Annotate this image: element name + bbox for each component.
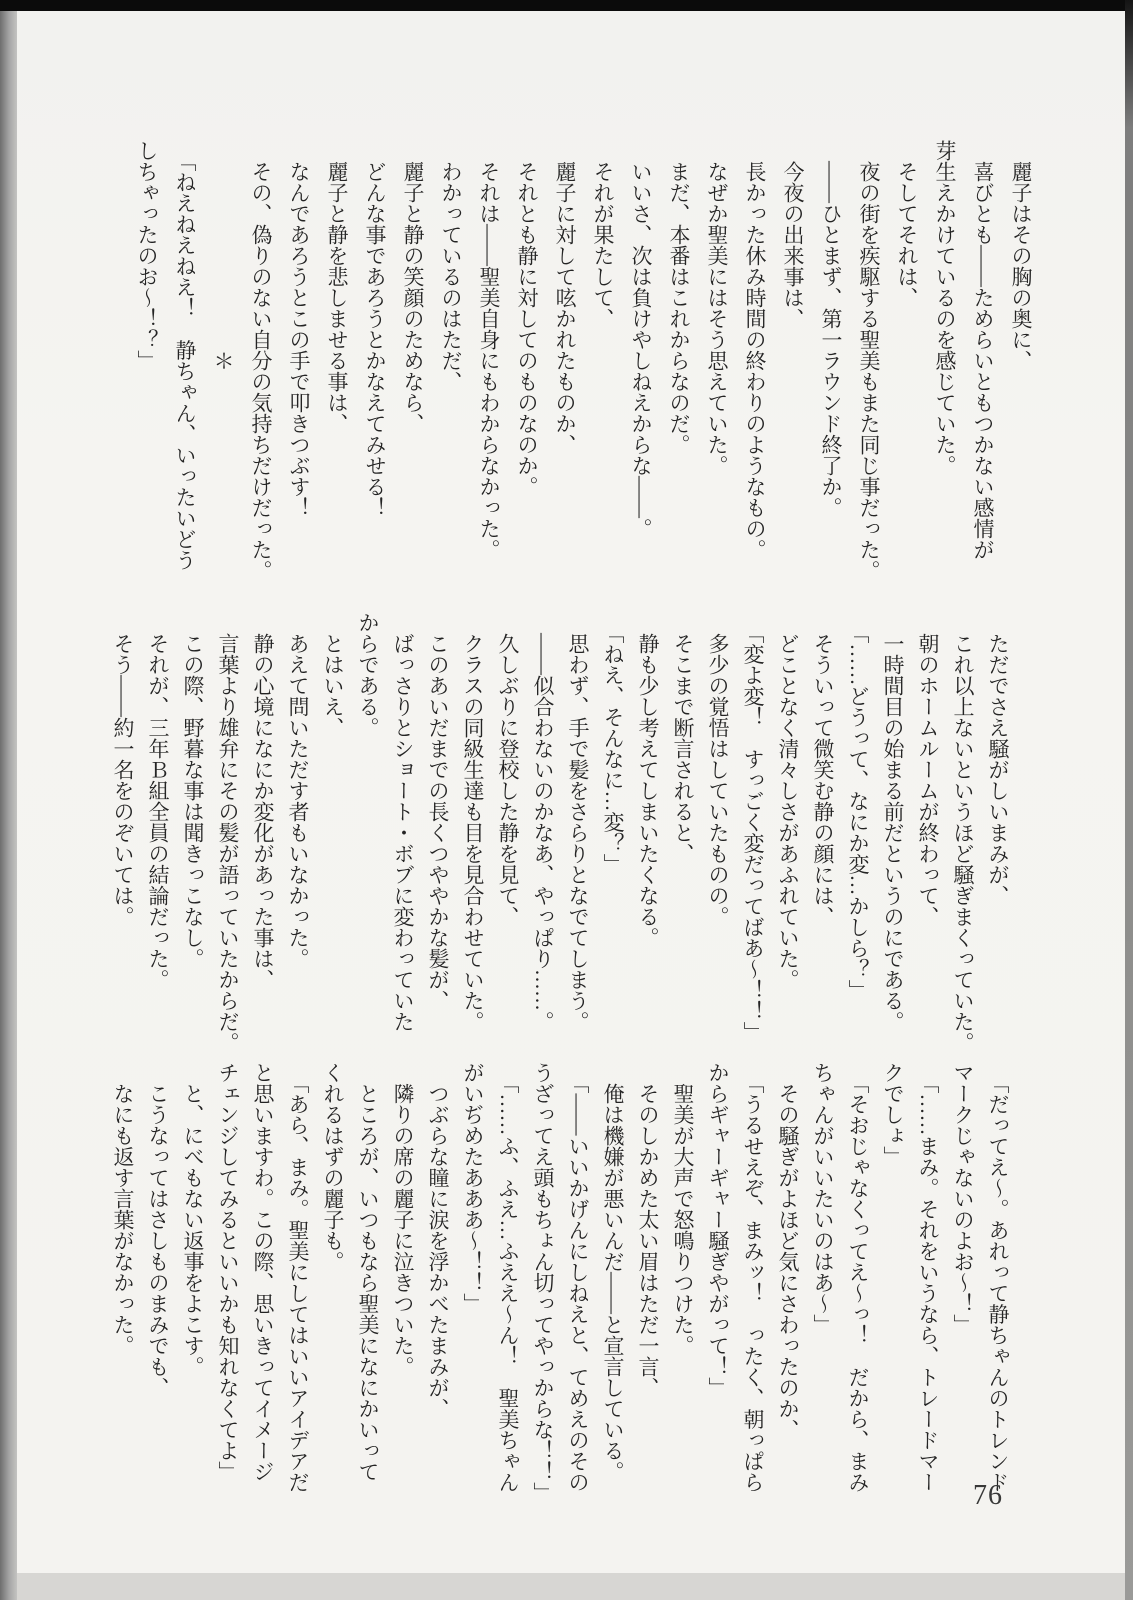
text-column: つぶらな瞳に涙を浮かべたまみが、: [426, 1062, 450, 1419]
text-column: こうなってはさしものまみでも、: [146, 1062, 170, 1398]
text-column: 多少の覚悟はしていたものの。: [706, 612, 730, 927]
text-column: なにも返す言葉がなかった。: [111, 1062, 135, 1356]
text-column: クでしょ」: [881, 1062, 905, 1167]
text-column: それが果たして、: [591, 140, 615, 329]
text-column: 「変よ変！ すっごく変だってばあ〜！！」: [741, 612, 765, 1043]
text-column: マークじゃないのよお〜！」: [951, 1062, 975, 1335]
page-right-edge-shadow: [1125, 0, 1133, 1600]
text-column: 「ねえねえねえ！ 静ちゃん、いったいどう: [173, 140, 197, 571]
text-band-3: [105, 1062, 1015, 1506]
text-column: 一時間目の始まる前だというのにである。: [881, 612, 905, 1032]
text-column: がいぢめたあああ〜！！」: [461, 1062, 485, 1314]
text-column: ところが、いつもなら聖美になにかいって: [356, 1062, 380, 1482]
text-column: 俺は機嫌が悪いんだ――と宣言している。: [601, 1062, 625, 1482]
text-column: そしてそれは、: [895, 140, 919, 308]
text-column: 喜びとも――ためらいともつかない感情が: [971, 140, 995, 560]
text-column: 言葉より雄弁にその髪が語っていたからだ。: [216, 612, 240, 1053]
text-column: それが、三年Ｂ組全員の結論だった。: [146, 612, 170, 990]
text-column: これ以上ないというほど騒ぎまくっていた。: [951, 612, 975, 1053]
text-column: クラスの同級生達も目を見合わせていた。: [461, 612, 485, 1032]
text-column: なんであろうとこの手で叩きつぶす！: [287, 140, 311, 518]
text-column: そのしかめた太い眉はただ一言、: [636, 1062, 660, 1398]
text-column: ばっさりとショート・ボブに変わっていた: [391, 612, 415, 1032]
text-column: 静の心境になにか変化があった事は、: [251, 612, 275, 990]
text-column: なぜか聖美にはそう思えていた。: [705, 140, 729, 476]
text-band-1: [128, 140, 1040, 584]
text-column: 「――いいかげんにしねえと、てめえのその: [566, 1062, 590, 1493]
text-column: 「うるせえぞ、まみッ！ ったく、朝っぱら: [741, 1062, 765, 1493]
text-column: うざってえ頭もちょん切ってやっからな！！」: [531, 1062, 555, 1503]
text-column: まだ、本番はこれからなのだ。: [667, 140, 691, 455]
text-column: 麗子と静を悲しませる事は、: [325, 140, 349, 434]
text-column: と思いますわ。この際、思いきってイメージ: [251, 1062, 275, 1482]
text-column: このあいだまでの長くつややかな髪が、: [426, 612, 450, 1011]
text-column: ＊: [211, 140, 235, 371]
page-number: 76: [973, 1480, 1003, 1511]
text-column: 麗子に対して呟かれたものか、: [553, 140, 577, 455]
text-column: その、偽りのない自分の気持ちだけだった。: [249, 140, 273, 581]
text-column: 芽生えかけているのを感じていた。: [933, 140, 957, 476]
text-column: それとも静に対してのものなのか。: [515, 140, 539, 497]
text-column: 朝のホームルームが終わって、: [916, 612, 940, 927]
text-column: ちゃんがいいたいのはあ〜」: [811, 1062, 835, 1335]
text-column: と、にべもない返事をよこす。: [181, 1062, 205, 1377]
text-column: そういって微笑む静の顔には、: [811, 612, 835, 927]
text-column: それは――聖美自身にもわからなかった。: [477, 140, 501, 560]
text-column: この際、野暮な事は聞きっこなし。: [181, 612, 205, 969]
text-column: しちゃったのお〜！？」: [135, 140, 159, 371]
text-column: 静も少し考えてしまいたくなる。: [636, 612, 660, 948]
text-column: とはいえ、: [321, 612, 345, 738]
text-column: ただでさえ騒がしいまみが、: [986, 612, 1010, 906]
page-bottom-background: [17, 1573, 1125, 1600]
text-column: 「……ふ、ふえ…ふええ〜ん！ 聖美ちゃん: [496, 1062, 520, 1493]
text-column: からギャーギャー騒ぎやがって！」: [706, 1062, 730, 1398]
page-left-binding-shadow: [0, 11, 17, 1600]
page: [17, 11, 1125, 1573]
text-column: 麗子と静の笑顔のためなら、: [401, 140, 425, 434]
text-column: 「ねえ、そんなに…変？」: [601, 612, 625, 875]
text-column: 「あら、まみ。聖美にしてはいいアイデアだ: [286, 1062, 310, 1493]
text-column: 「そおじゃなくってえ〜っ！ だから、まみ: [846, 1062, 870, 1493]
text-column: 聖美が大声で怒鳴りつけた。: [671, 1062, 695, 1356]
text-column: あえて問いただす者もいなかった。: [286, 612, 310, 969]
text-column: そう――約一名をのぞいては。: [111, 612, 135, 927]
text-column: 久しぶりに登校した静を見て、: [496, 612, 520, 927]
text-column: その騒ぎがよほど気にさわったのか、: [776, 1062, 800, 1440]
text-column: 夜の街を疾駆する聖美もまた同じ事だった。: [857, 140, 881, 581]
text-column: どんな事であろうとかなえてみせる！: [363, 140, 387, 518]
text-column: 「だってえ〜。あれって静ちゃんのトレンド: [986, 1062, 1010, 1493]
text-column: どことなく清々しさがあふれていた。: [776, 612, 800, 990]
text-column: 今夜の出来事は、: [781, 140, 805, 329]
text-column: 「……どうって、なにか変…かしら？」: [846, 612, 870, 1001]
text-column: そこまで断言されると、: [671, 612, 695, 864]
text-column: からである。: [356, 612, 380, 738]
text-column: 麗子はその胸の奥に、: [1009, 140, 1033, 371]
text-column: 思わず、手で髪をさらりとなでてしまう。: [566, 612, 590, 1032]
text-column: くれるはずの麗子も。: [321, 1062, 345, 1272]
text-column: ――ひとまず、第一ラウンド終了か。: [819, 140, 843, 518]
text-column: ――似合わないのかなあ、やっぱり……。: [531, 612, 555, 1032]
text-column: 長かった休み時間の終わりのようなもの。: [743, 140, 767, 560]
text-column: いいさ、次は負けやしねえからな――。: [629, 140, 653, 539]
text-column: 「……まみ。それをいうなら、トレードマー: [916, 1062, 940, 1493]
text-band-2: [105, 612, 1015, 1056]
text-column: 隣りの席の麗子に泣きついた。: [391, 1062, 415, 1377]
text-column: わかっているのはただ、: [439, 140, 463, 392]
text-column: チェンジしてみるといいかも知れなくてよ」: [216, 1062, 240, 1482]
